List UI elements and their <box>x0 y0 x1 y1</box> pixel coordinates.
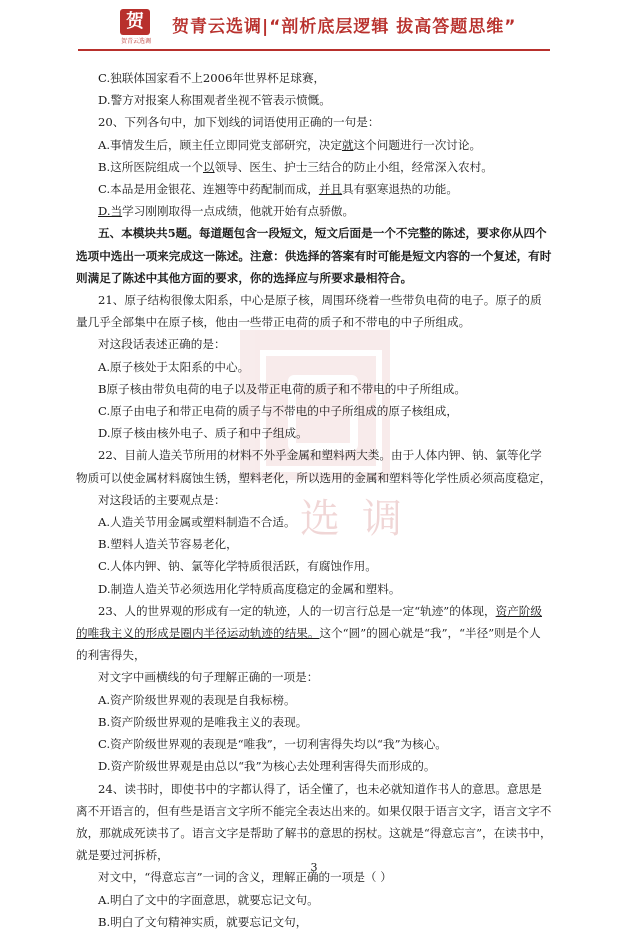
question-20: 20、下列各句中，加下划线的词语使用正确的一句是： <box>98 115 380 130</box>
page-header <box>0 0 628 52</box>
question-prompt: 对文中，“得意忘言”一词的含义，理解正确的一项是（ ） <box>98 870 392 885</box>
question-prompt: 对文字中画横线的句子理解正确的一项是： <box>98 670 319 685</box>
option-a: A.事情发生后，顾主任立即同党支部研究，决定就这个问题进行一次讨论。 <box>98 137 482 152</box>
question-21: 21、原子结构很像太阳系，中心是原子核，周围环绕着一些带负电荷的电子。原子的质量几乎全部集中在原子核，他由一些带正电荷的质子和不带电的中子所组成。 <box>76 293 542 330</box>
option-d: D.原子核由核外电子、质子和中子组成。 <box>98 426 308 441</box>
question-24: 24、读书时，即使书中的字都认得了，话全懂了，也未必就知道作书人的意思。意思是离不开语言的，但有些是语言文字所不能完全表达出来的。如果仅限于语言文字，语言文字不放，那就成死读书了。语言文字是帮助了解书的意思的拐杖。这就是“得意忘言”，在读书中，就是要过河拆桥， <box>76 781 552 863</box>
document-body <box>76 67 552 933</box>
option-c: C.本品是用金银花、连翘等中药配制而成，并且具有驱寒退热的功能。 <box>98 182 458 197</box>
question-23: 23、人的世界观的形成有一定的轨迹，人的一切言行总是一定“轨迹”的体现，资产阶级的唯我主义的形成是圈内半径运动轨迹的结果。这个“圆”的圆心就是“我”，“半径”则是个人的利害得失， <box>76 603 542 663</box>
question-prompt: 对这段话表述正确的是： <box>98 337 226 352</box>
option-b: B.这所医院组成一个以领导、医生、护士三结合的防止小组，经常深入农村。 <box>98 159 493 174</box>
section-instructions: 五、本模块共5题。每道题包含一段短文，短文后面是一个不完整的陈述，要求你从四个选项中选出一项来完成这一陈述。注意：供选择的答案有时可能是短文内容的一个复述，有时则满足了陈述中其他方面的要求，你的选择应与所要求最相符合。 <box>76 226 552 285</box>
option-d: D.警方对报案人称围观者坐视不管表示愤慨。 <box>98 93 331 108</box>
header-title: 贺青云选调|“剖析底层逻辑 拔高答题思维” <box>172 17 517 37</box>
question-prompt: 对这段话的主要观点是： <box>98 492 226 507</box>
question-22: 22、目前人造关节所用的材料不外乎金属和塑料两大类。由于人体内钾、钠、氯等化学物质可以使金属材料腐蚀生锈，塑料老化，所以选用的金属和塑料等化学性质必须高度稳定， <box>76 448 552 485</box>
option-a: A.原子核处于太阳系的中心。 <box>98 359 250 374</box>
option-b: B.资产阶级世界观的是唯我主义的表现。 <box>98 714 308 729</box>
brand-logo: 贺 <box>120 9 150 35</box>
option-a: A.明白了文中的字面意思，就要忘记文句。 <box>98 892 319 907</box>
header-divider <box>78 49 550 51</box>
option-c: C.资产阶级世界观的表现是“唯我”，一切利害得失均以“我”为核心。 <box>98 737 447 752</box>
option-b: B.明白了文句精神实质，就要忘记文句， <box>98 914 308 929</box>
option-a: A.人造关节用金属或塑料制造不合适。 <box>98 515 296 530</box>
option-d: D.资产阶级世界观是由总以“我”为核心去处理利害得失而形成的。 <box>98 759 436 774</box>
option-d: D.当学习刚刚取得一点成绩，他就开始有点骄傲。 <box>98 204 355 219</box>
option-a: A.资产阶级世界观的表现是自我标榜。 <box>98 692 296 707</box>
option-b: B.塑料人造关节容易老化， <box>98 537 238 552</box>
option-c: C.人体内钾、钠、氯等化学特质很活跃，有腐蚀作用。 <box>98 559 377 574</box>
option-c: C.独联体国家看不上2006年世界杯足球赛， <box>98 71 326 85</box>
option-c: C.原子由电子和带正电荷的质子与不带电的中子所组成的原子核组成， <box>98 404 458 419</box>
option-b: B原子核由带负电荷的电子以及带正电荷的质子和不带电的中子所组成。 <box>98 381 466 396</box>
option-d: D.制造人造关节必须选用化学特质高度稳定的金属和塑料。 <box>98 581 401 596</box>
watermark-text: 选调 <box>300 496 424 542</box>
page-number: 3 <box>310 861 318 874</box>
brand-logo-caption: 贺青云选调 <box>120 38 151 45</box>
